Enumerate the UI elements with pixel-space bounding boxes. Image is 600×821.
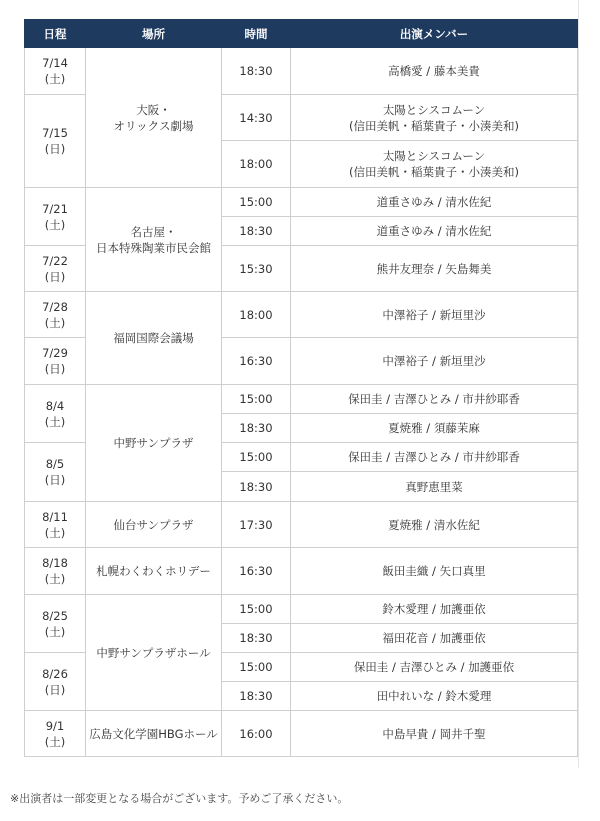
date-cell: 8/5 (日) [25, 443, 86, 502]
table-row [25, 385, 578, 414]
time-cell: 14:30 [222, 95, 291, 141]
table-row [25, 48, 578, 95]
members-cell: 太陽とシスコムーン (信田美帆・稲葉貴子・小湊美和) [291, 95, 578, 141]
venue-cell: 中野サンプラザ [86, 385, 222, 502]
time-cell: 15:00 [222, 653, 291, 682]
time-cell: 18:30 [222, 48, 291, 95]
venue-cell: 札幌わくわくホリデー [86, 548, 222, 595]
time-cell: 15:00 [222, 188, 291, 217]
date-cell: 8/18 (土) [25, 548, 86, 595]
members-cell: 田中れいな / 鈴木愛理 [291, 682, 578, 711]
date-cell: 7/28 (土) [25, 292, 86, 338]
members-cell: 夏焼雅 / 須藤茉麻 [291, 414, 578, 443]
time-cell: 18:00 [222, 141, 291, 188]
time-cell: 18:30 [222, 472, 291, 502]
time-cell: 15:00 [222, 385, 291, 414]
venue-cell: 中野サンプラザホール [86, 595, 222, 711]
table-row [25, 292, 578, 338]
venue-cell: 仙台サンプラザ [86, 502, 222, 548]
footnote: ※出演者は一部変更となる場合がございます。予めご了承ください。 [10, 792, 349, 805]
date-cell: 7/22 (日) [25, 246, 86, 292]
venue-cell: 大阪・ オリックス劇場 [86, 48, 222, 188]
time-cell: 16:00 [222, 711, 291, 757]
time-cell: 17:30 [222, 502, 291, 548]
table-header-row [25, 20, 578, 48]
time-cell: 15:00 [222, 443, 291, 472]
header-members: 出演メンバー [291, 20, 578, 48]
members-cell: 保田圭 / 吉澤ひとみ / 市井紗耶香 [291, 385, 578, 414]
members-cell: 保田圭 / 吉澤ひとみ / 市井紗耶香 [291, 443, 578, 472]
date-cell: 9/1 (土) [25, 711, 86, 757]
header-time: 時間 [222, 20, 291, 48]
time-cell: 15:00 [222, 595, 291, 624]
date-cell: 8/4 (土) [25, 385, 86, 443]
table-row [25, 595, 578, 624]
venue-cell: 広島文化学園HBGホール [86, 711, 222, 757]
members-cell: 道重さゆみ / 清水佐紀 [291, 188, 578, 217]
time-cell: 16:30 [222, 338, 291, 385]
members-cell: 道重さゆみ / 清水佐紀 [291, 217, 578, 246]
date-cell: 7/29 (日) [25, 338, 86, 385]
table-row [25, 502, 578, 548]
header-venue: 場所 [86, 20, 222, 48]
members-cell: 保田圭 / 吉澤ひとみ / 加護亜依 [291, 653, 578, 682]
members-cell: 高橋愛 / 藤本美貴 [291, 48, 578, 95]
members-cell: 鈴木愛理 / 加護亜依 [291, 595, 578, 624]
venue-cell: 名古屋・ 日本特殊陶業市民会館 [86, 188, 222, 292]
time-cell: 18:00 [222, 292, 291, 338]
members-cell: 中澤裕子 / 新垣里沙 [291, 292, 578, 338]
date-cell: 8/26 (日) [25, 653, 86, 711]
schedule-table [24, 19, 578, 757]
time-cell: 15:30 [222, 246, 291, 292]
date-cell: 8/25 (土) [25, 595, 86, 653]
members-cell: 夏焼雅 / 清水佐紀 [291, 502, 578, 548]
members-cell: 太陽とシスコムーン (信田美帆・稲葉貴子・小湊美和) [291, 141, 578, 188]
table-row [25, 548, 578, 595]
venue-cell: 福岡国際会議場 [86, 292, 222, 385]
members-cell: 真野恵里菜 [291, 472, 578, 502]
members-cell: 飯田圭織 / 矢口真里 [291, 548, 578, 595]
members-cell: 中澤裕子 / 新垣里沙 [291, 338, 578, 385]
date-cell: 8/11 (土) [25, 502, 86, 548]
date-cell: 7/14 (土) [25, 48, 86, 95]
time-cell: 18:30 [222, 624, 291, 653]
table-row [25, 188, 578, 217]
members-cell: 福田花音 / 加護亜依 [291, 624, 578, 653]
members-cell: 中島早貴 / 岡井千聖 [291, 711, 578, 757]
members-cell: 熊井友理奈 / 矢島舞美 [291, 246, 578, 292]
date-cell: 7/15 (日) [25, 95, 86, 188]
date-cell: 7/21 (土) [25, 188, 86, 246]
time-cell: 18:30 [222, 414, 291, 443]
time-cell: 18:30 [222, 217, 291, 246]
header-date: 日程 [25, 20, 86, 48]
time-cell: 18:30 [222, 682, 291, 711]
time-cell: 16:30 [222, 548, 291, 595]
table-row [25, 711, 578, 757]
